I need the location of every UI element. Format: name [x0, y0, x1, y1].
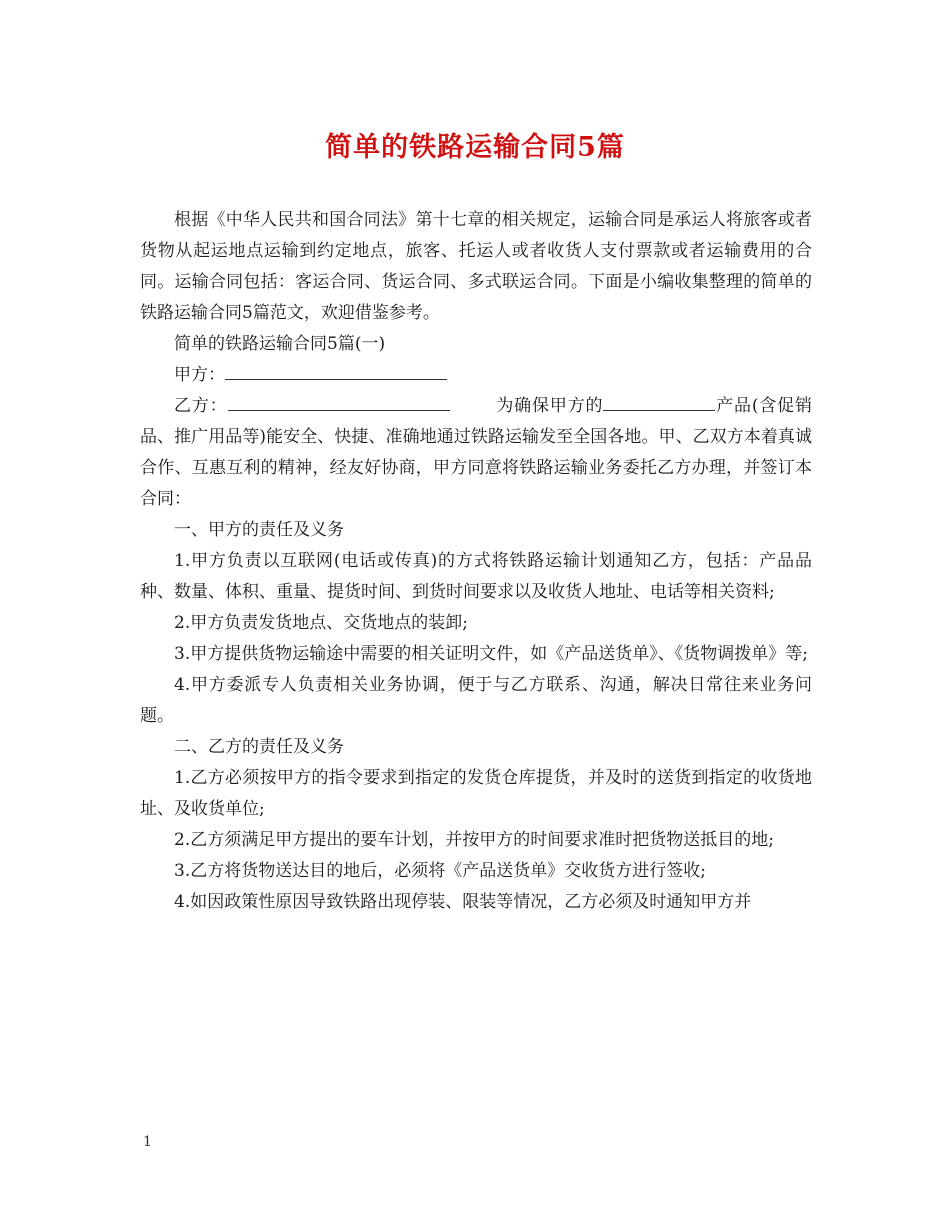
party-a-line: [140, 360, 812, 391]
party-b-blank: [228, 392, 450, 411]
intro-paragraph: 根据《中华人民共和国合同法》第十七章的相关规定，运输合同是承运人将旅客或者货物从起运地点运输到约定地点，旅客、托运人或者收货人支付票款或者运输费用的合同。运输合同包括：客运合同、货运合同、多式联运合同。下面是小编收集整理的简单的铁路运输合同5篇范文，欢迎借鉴参考。: [140, 210, 812, 323]
section-1-item: 4.甲方委派专人负责相关业务协调，便于与乙方联系、沟通，解决日常往来业务问题。: [140, 675, 812, 726]
section-2-item: 2.乙方须满足甲方提出的要车计划，并按甲方的时间要求准时把货物送抵目的地;: [174, 830, 774, 850]
section-2-item: 1.乙方必须按甲方的指令要求到指定的发货仓库提货，并及时的送货到指定的收货地址、及收货单位;: [140, 768, 812, 819]
party-b-label: 乙方：: [174, 396, 228, 416]
document-body: [140, 205, 812, 918]
party-b-paragraph: [140, 391, 812, 515]
party-a-blank: [225, 361, 447, 380]
section-1-item: 1.甲方负责以互联网(电话或传真)的方式将铁路运输计划通知乙方，包括：产品品种、数量、体积、重量、提货时间、到货时间要求以及收货人地址、电话等相关资料;: [140, 551, 812, 602]
party-b-text-1: 为确保甲方的: [495, 396, 604, 416]
page-number: 1: [143, 1134, 152, 1150]
section-2-item: 3.乙方将货物送达目的地后，必须将《产品送货单》交收货方进行签收;: [174, 861, 706, 881]
section-1-item: 3.甲方提供货物运输途中需要的相关证明文件，如《产品送货单》、《货物调拨单》等;: [174, 644, 808, 664]
section-heading-1: 一、甲方的责任及义务: [174, 520, 344, 540]
section-2-item: 4.如因政策性原因导致铁路出现停装、限装等情况，乙方必须及时通知甲方并: [174, 892, 752, 912]
document-title: 简单的铁路运输合同5篇: [325, 132, 625, 163]
party-a-label: 甲方：: [174, 365, 225, 385]
party-b-text-2: 产品(含促销品、推广用品等)能安全、快捷、准确地通过铁路运输发至全国各地。甲、乙双方本着真诚合作、互惠互利的精神，经友好协商，甲方同意将铁路运输业务委托乙方办理，并签订本合同：: [140, 396, 813, 509]
product-blank: [603, 392, 715, 411]
subheading: 简单的铁路运输合同5篇(一): [174, 334, 386, 354]
section-1-item: 2.甲方负责发货地点、交货地点的装卸;: [174, 613, 468, 633]
section-heading-2: 二、乙方的责任及义务: [174, 737, 344, 757]
